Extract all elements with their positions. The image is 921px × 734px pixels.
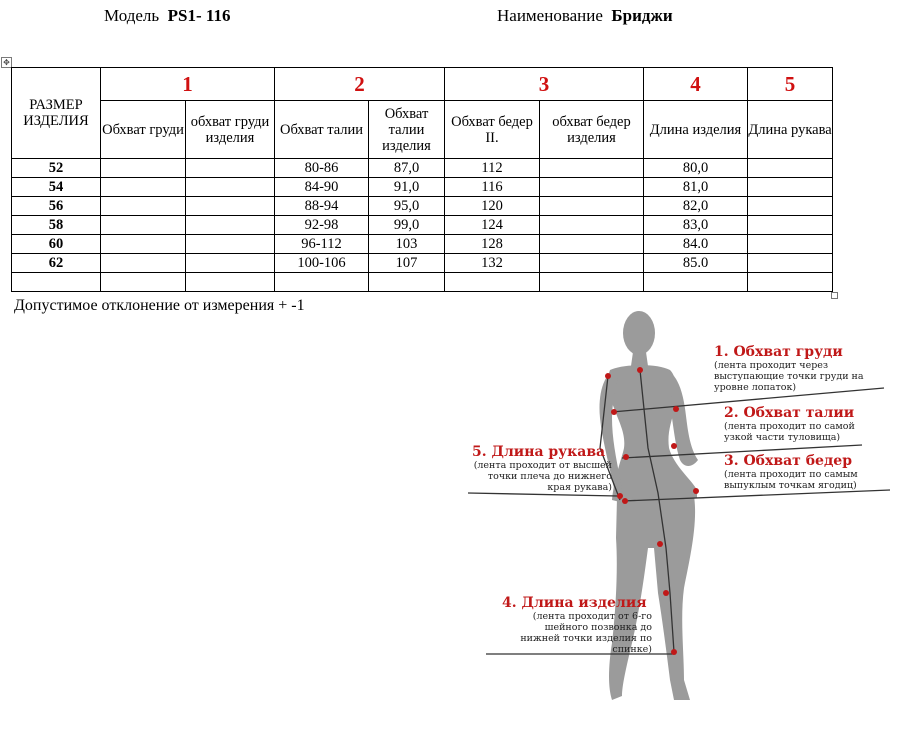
model-value: PS1- 116	[167, 6, 231, 25]
cell-chest	[101, 197, 186, 216]
cell-size: 52	[12, 159, 101, 178]
cell-hips-garment	[540, 178, 644, 197]
cell-waist-garment: 91,0	[369, 178, 445, 197]
cell-hips: 112	[445, 159, 540, 178]
annotation-waist	[724, 405, 884, 443]
col-header-chest-garment: обхват груди изделия	[186, 101, 275, 159]
cell-chest-garment	[186, 254, 275, 273]
cell-length: 83,0	[644, 216, 748, 235]
cell-waist: 80-86	[275, 159, 369, 178]
annotation-sleeve-title: 5. Длина рукава	[472, 444, 606, 460]
col-header-sleeve: Длина рукава	[748, 101, 833, 159]
size-header: РАЗМЕР ИЗДЕЛИЯ	[23, 97, 89, 129]
cell-waist-garment: 103	[369, 235, 445, 254]
cell-length: 85.0	[644, 254, 748, 273]
model-header	[104, 6, 230, 26]
cell-sleeve	[748, 254, 833, 273]
group-number-5: 5	[748, 68, 833, 101]
table-row	[12, 159, 833, 178]
product-name-header	[497, 6, 673, 26]
cell-hips-garment	[540, 216, 644, 235]
col-header-waist: Обхват талии	[275, 101, 369, 159]
cell-length	[644, 273, 748, 292]
cell-waist: 92-98	[275, 216, 369, 235]
col-header-waist-garment: Обхват талии изделия	[369, 101, 445, 159]
cell-chest-garment	[186, 235, 275, 254]
cell-sleeve	[748, 159, 833, 178]
annotation-waist-title: 2. Обхват талии	[724, 405, 855, 421]
group-number-4: 4	[644, 68, 748, 101]
cell-chest	[101, 178, 186, 197]
cell-hips: 116	[445, 178, 540, 197]
group-number-1: 1	[101, 68, 275, 101]
cell-length: 82,0	[644, 197, 748, 216]
cell-size	[12, 273, 101, 292]
cell-hips: 120	[445, 197, 540, 216]
annotation-hips-desc: (лента проходит по самым выпуклым точкам ягодиц)	[724, 469, 858, 491]
cell-hips-garment	[540, 273, 644, 292]
cell-size: 54	[12, 178, 101, 197]
cell-chest	[101, 159, 186, 178]
cell-sleeve	[748, 216, 833, 235]
cell-waist-garment: 95,0	[369, 197, 445, 216]
cell-waist-garment: 107	[369, 254, 445, 273]
measurement-figure	[462, 308, 902, 708]
cell-chest	[101, 235, 186, 254]
cell-waist-garment	[369, 273, 445, 292]
annotation-chest-desc: (лента проходит через выступающие точки груди на уровне лопаток)	[714, 360, 864, 393]
cell-chest-garment	[186, 197, 275, 216]
product-name-label: Наименование	[497, 6, 603, 25]
size-table	[11, 67, 833, 292]
product-name-value: Бриджи	[611, 6, 673, 25]
cell-hips: 124	[445, 216, 540, 235]
cell-chest	[101, 216, 186, 235]
cell-sleeve	[748, 197, 833, 216]
model-label: Модель	[104, 6, 160, 25]
cell-waist: 100-106	[275, 254, 369, 273]
cell-length: 81,0	[644, 178, 748, 197]
annotation-length-title: 4. Длина изделия	[502, 595, 647, 611]
cell-length: 84.0	[644, 235, 748, 254]
table-row	[12, 254, 833, 273]
cell-hips-garment	[540, 254, 644, 273]
cell-waist	[275, 273, 369, 292]
cell-waist: 84-90	[275, 178, 369, 197]
tolerance-note: Допустимое отклонение от измерения + -1	[14, 297, 305, 314]
cell-size: 60	[12, 235, 101, 254]
table-row	[12, 235, 833, 254]
annotation-length	[502, 595, 652, 655]
annotation-chest	[714, 344, 884, 393]
table-row	[12, 216, 833, 235]
cell-size: 56	[12, 197, 101, 216]
table-row	[12, 178, 833, 197]
group-number-2: 2	[275, 68, 445, 101]
annotation-hips-title: 3. Обхват бедер	[724, 453, 852, 469]
col-header-hips: Обхват бедер II.	[445, 101, 540, 159]
cell-chest-garment	[186, 273, 275, 292]
annotation-hips	[724, 453, 896, 491]
cell-hips: 132	[445, 254, 540, 273]
annotation-waist-desc: (лента проходит по самой узкой части туловища)	[724, 421, 855, 443]
table-move-handle-icon[interactable]: ✥	[1, 57, 12, 68]
cell-chest-garment	[186, 159, 275, 178]
col-header-length: Длина изделия	[644, 101, 748, 159]
table-row	[12, 273, 833, 292]
cell-chest-garment	[186, 216, 275, 235]
cell-hips-garment	[540, 235, 644, 254]
cell-chest	[101, 273, 186, 292]
cell-sleeve	[748, 273, 833, 292]
cell-sleeve	[748, 235, 833, 254]
annotation-chest-title: 1. Обхват груди	[714, 344, 843, 360]
cell-waist-garment: 99,0	[369, 216, 445, 235]
col-header-chest: Обхват груди	[101, 101, 186, 159]
annotation-sleeve-desc: (лента проходит от высшей точки плеча до нижнего края рукава)	[473, 460, 612, 493]
cell-hips	[445, 273, 540, 292]
cell-waist-garment: 87,0	[369, 159, 445, 178]
cell-size: 62	[12, 254, 101, 273]
cell-waist: 88-94	[275, 197, 369, 216]
cell-sleeve	[748, 178, 833, 197]
table-row	[12, 197, 833, 216]
annotation-length-desc: (лента проходит от 6-го шейного позвонка до нижней точки изделия по спинке)	[520, 611, 652, 655]
size-table-body	[12, 159, 833, 292]
size-header-cell	[12, 68, 101, 159]
col-header-hips-garment: обхват бедер изделия	[540, 101, 644, 159]
cell-size: 58	[12, 216, 101, 235]
cell-length: 80,0	[644, 159, 748, 178]
cell-hips-garment	[540, 159, 644, 178]
cell-chest-garment	[186, 178, 275, 197]
cell-waist: 96-112	[275, 235, 369, 254]
annotation-sleeve	[472, 444, 612, 493]
group-number-3: 3	[445, 68, 644, 101]
cell-hips-garment	[540, 197, 644, 216]
cell-hips: 128	[445, 235, 540, 254]
table-resize-handle[interactable]	[831, 292, 838, 299]
cell-chest	[101, 254, 186, 273]
